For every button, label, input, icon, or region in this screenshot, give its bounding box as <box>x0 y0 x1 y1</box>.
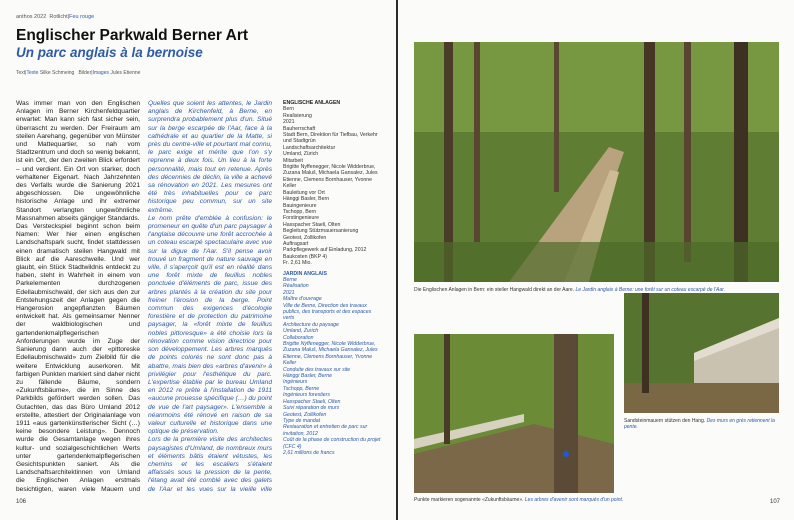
fact-item: Restauration et entretien de parc sur invitation, 2012 <box>283 424 368 437</box>
credit-separator-2: | <box>91 70 93 76</box>
fact-item: Umland, Zurich <box>283 328 319 335</box>
caption-fr: Le Jardin anglais à Berne: une forêt sur un coteau escarpé de l'Aar. <box>575 287 725 293</box>
page-number-left: 106 <box>16 499 27 505</box>
fact-item: Maître d'ouvrage <box>283 296 322 303</box>
running-header <box>16 14 94 20</box>
fact-item: Umland, Zürich <box>283 151 319 158</box>
fact-item: Mitarbeit <box>283 157 303 164</box>
fact-list-de <box>283 106 383 266</box>
fact-item: Coût de la phase de construction du projet (CFC 4) <box>283 437 381 450</box>
article-title: Englischer Parkwald Berner Art <box>16 27 249 44</box>
fact-item: Hänggi Basler, Berne <box>283 373 333 380</box>
fact-item: Baukosten (BKP 4) <box>283 253 328 260</box>
paragraph-de: Was immer man von den Englischen Anlagen im Berner Kirchenfeldquartier erwartet: Man kann sich fast sicher sein, überrascht zu werden. Der Freiraum am steilen Aarehang, gegenüber von Münster und Mattequartier, so nah vom Stadtzentrum und doch so wenig bekannt, ist ein Ort, der den zweiten Blick erfordert – und verdient. Ein Ort von starker, doch verhaltener Eigenart. Nach Jahrzehnten des Verfalls wurde die Sanierung 2021 abgeschlossen. Die ungewöhnliche historische Anlage und ihr extremer Standort verlangten ungewöhnliche Massnahmen abseits gängiger Standards. <box>16 100 140 222</box>
forest-photo-illustration <box>414 42 779 282</box>
right-photo-caption <box>624 418 779 430</box>
caption-fr: Des murs en grès retiennent la pente. <box>624 418 775 431</box>
body-column-de <box>16 100 140 493</box>
fact-item: Bauherrschaft <box>283 125 316 132</box>
wall-photo-illustration <box>624 293 779 413</box>
fact-item: Collaboration <box>283 334 314 341</box>
magazine-issue: anthos 2022 <box>16 14 47 20</box>
fact-item: Architecture du paysage <box>283 321 339 328</box>
fact-item: Réalisation <box>283 283 309 290</box>
fact-item: Realisierung <box>283 112 312 119</box>
right-page <box>398 0 794 520</box>
page-number-right: 107 <box>769 499 780 505</box>
fact-item: Begleitung Stützmauersanierung <box>283 228 359 235</box>
fact-item: Bern <box>283 106 294 113</box>
paragraph-de: Das Versteckspiel beginnt schon beim Namen: Wer hier einen englischen Landschaftspark sucht, findet stattdessen einen dramatisch steilen Hangwald mit Blick auf die Aareschwelle. Und wer glaubt, ein Stück Stadtwildnis entdeckt zu haben, steht in Wahrheit in einem von Parkelementen durchzogenen Edellaubmischwald, der sich aus den zur Entstehungszeit der Anlagen gegen die Hangerosion angepflanzten Bäumen entwickelt hat. Als gemeinsamer Nenner der waldbiologischen und gartendenkmalpflegerischen Anforderungen wurde im Zuge der Sanierung dann auch der «pittoreske Edellaubmischwald» zum Zielbild für die weitere Entwicklung auserkoren. Mit farbigen Punkten markiert sind daher nicht zu fällende Bäume, sondern «Zukunftsbäume», die im Sinne des Parkbilds gefördert werden sollen. Das Gutachten, das das Büro Umland 2012 erstellte, attestiert der Originalanlage von 1911 «aus gartenkünstlerischer Sicht (…) keine besondere Leistung». Dennoch wurde die Gesamtanlage wegen ihres kultur- und sozialgeschichtlichen Werts unter gartendenkmalpflegerischen Gesichtspunkten saniert. Als die Landschaftsarchitektinnen von Umland die Englischen Anlagen erstmals besichtigten, waren viele Mauern und <box>16 223 140 493</box>
credit-text-label-fr: Texte <box>26 70 39 76</box>
fact-item: Ville de Berne, Direction des travaux publics, des transports et des espaces verts <box>283 302 372 322</box>
tree-photo-illustration <box>414 334 614 493</box>
body-column-fr <box>148 100 272 493</box>
fact-item: Hänggi Basler, Bern <box>283 196 330 203</box>
caption-fr: Les arbres d'avenir sont marqués d'un point. <box>524 497 624 503</box>
fact-item: Tschopp, Berne <box>283 385 320 392</box>
fact-item: Stadt Bern, Direktion für Tiefbau, Verkehr und Stadtgrün <box>283 132 378 145</box>
left-page <box>0 0 396 520</box>
article-subtitle: Un parc anglais à la bernoise <box>16 45 203 60</box>
fact-item: Geotest, Zollikofen <box>283 234 327 241</box>
fact-item: Ingénieurs forestiers <box>283 392 330 399</box>
caption-de: Sandsteinmauern stützen den Hang. <box>624 418 706 424</box>
fact-item: Parkpflegewerk auf Einladung, 2012 <box>283 247 367 254</box>
header-separator: | <box>67 14 70 20</box>
fact-box <box>283 100 383 456</box>
sandstone-wall-photo <box>624 293 779 413</box>
paragraph-fr: Quelles que soient les attentes, le Jardin anglais de Kirchenfeld, à Berne, en surprendra probablement plus d'un. Situé sur la berge escarpée de l'Aar, face à la cathédrale et au quartier de la Matte, si près du centre-ville et pourtant mal connu, le parc exige et mérite que l'on s'y reprenne à deux fois. Un lieu à la forte personnalité, mais tout en retenue. Après des décennies de déclin, la ville a achevé sa rénovation en 2021. Les mesures ont été très inhabituelles pour ce parc historique peu commun, sur un site extrême. <box>148 100 272 214</box>
credit-image-label-de: Bilder <box>78 70 92 76</box>
fact-item: Berne <box>283 276 297 283</box>
caption-de: Punkte markieren sogenannte «Zukunftsbäume». <box>414 497 524 503</box>
marked-tree-photo <box>414 334 614 493</box>
fact-item: Geotest, Zollikofen <box>283 411 327 418</box>
credit-line <box>16 70 140 76</box>
photographer-name: Jules Etienne <box>110 70 141 76</box>
fact-item: Hasspacher Staeli, Olten <box>283 221 341 228</box>
fact-item: Brigitte Nyffenegger, Nicole Widderbrue, Zuzana Maluš, Michaela Gansalez, Jules Etienne, Clemens Bornhauser, Yvonne Keller <box>283 341 378 367</box>
fact-item: Fr. 2,61 Mio. <box>283 260 312 267</box>
fact-item: Tschopp, Bern <box>283 208 317 215</box>
fact-item: 2021 <box>283 289 295 296</box>
fact-item: Conduite des travaux sur site <box>283 366 351 373</box>
fact-item: Hasspacher Staeli, Olten <box>283 398 341 405</box>
paragraph-fr: Lors de la première visite des architectes paysagistes d'Umland, de nombreux murs et éléments bâtis étaient vétustes, les chemins et les escaliers s'étaient affaissés sous la pression de la pente, l'étang avait été comblé avec des galets de l'Aar et les vues sur la vieille ville <box>148 436 272 493</box>
fact-item: Landschaftsarchitektur <box>283 144 336 151</box>
credit-separator: | <box>25 70 27 76</box>
credit-text-label-de: Text <box>16 70 26 76</box>
paragraph-fr: Le nom prête d'emblée à confusion: le promeneur en quête d'un parc paysager à l'anglaise découvre une forêt accrochée à un coteau escarpé spectaculaire avec vue sur la digue de l'Aar. S'il pense avoir trouvé un fragment de nature sauvage en ville, il s'aperçoit qu'il est en réalité dans une forêt mixte de feuillus nobles ponctuée d'éléments de parc, issue des arbres plantés à la création du site pour freiner l'érosion de la berge. Point commun des exigences d'écologie forestière et de protection du patrimoine paysager, la «forêt mixte de feuillus nobles pittoresque» a été choisie lors la rénovation comme vision directrice pour son développement. Les arbres marqués de points colorés ne sont donc pas à abattre, mais bien des «arbres d'avenir» à privilégier pour l'esthétique du parc. L'expertise établie par le bureau Umland en 2012 re prête à l'installation de 1911 «aucune prouesse spécifique (…) du point de vue de l'art paysager». L'ensemble a néanmoins été rénové en raison de sa valeur culturelle et historique dans une optique de préservation. <box>148 214 272 436</box>
fact-item: Auftragsart <box>283 240 309 247</box>
fact-item: Bauingenieure <box>283 202 317 209</box>
fact-item: 2021 <box>283 119 295 126</box>
fact-item: Brigitte Nyffenegger, Nicole Widderbrue, Zuzana Maluš, Michaela Gansalez, Jules Etienne, Clemens Bornhauser, Yvonne Keller <box>283 164 378 190</box>
fact-heading-de: ENGLISCHE ANLAGEN <box>283 100 341 106</box>
fact-item: Bauleitung vor Ort <box>283 189 325 196</box>
fact-heading-fr: JARDIN ANGLAIS <box>283 270 327 277</box>
caption-de: Die Englischen Anlagen in Bern: ein steiler Hangwald direkt an der Aare. <box>414 287 575 293</box>
section-name-fr: Feu rouge <box>69 14 95 20</box>
fact-item: Ingénieurs <box>283 379 308 386</box>
fact-item: Forstingenieure <box>283 215 320 222</box>
credit-image-label-fr: Images <box>92 70 109 76</box>
author-name: Silke Schmeing <box>39 70 75 76</box>
forest-path-photo <box>414 42 779 282</box>
fact-item: Type de mandat <box>283 417 321 424</box>
section-name-de: Rotlicht <box>49 14 68 20</box>
fact-list-fr <box>283 277 383 456</box>
bottom-photo-caption <box>414 497 714 503</box>
fact-item: Suivi réparation de murs <box>283 405 340 412</box>
fact-item: 2,61 millions de francs <box>283 449 335 456</box>
